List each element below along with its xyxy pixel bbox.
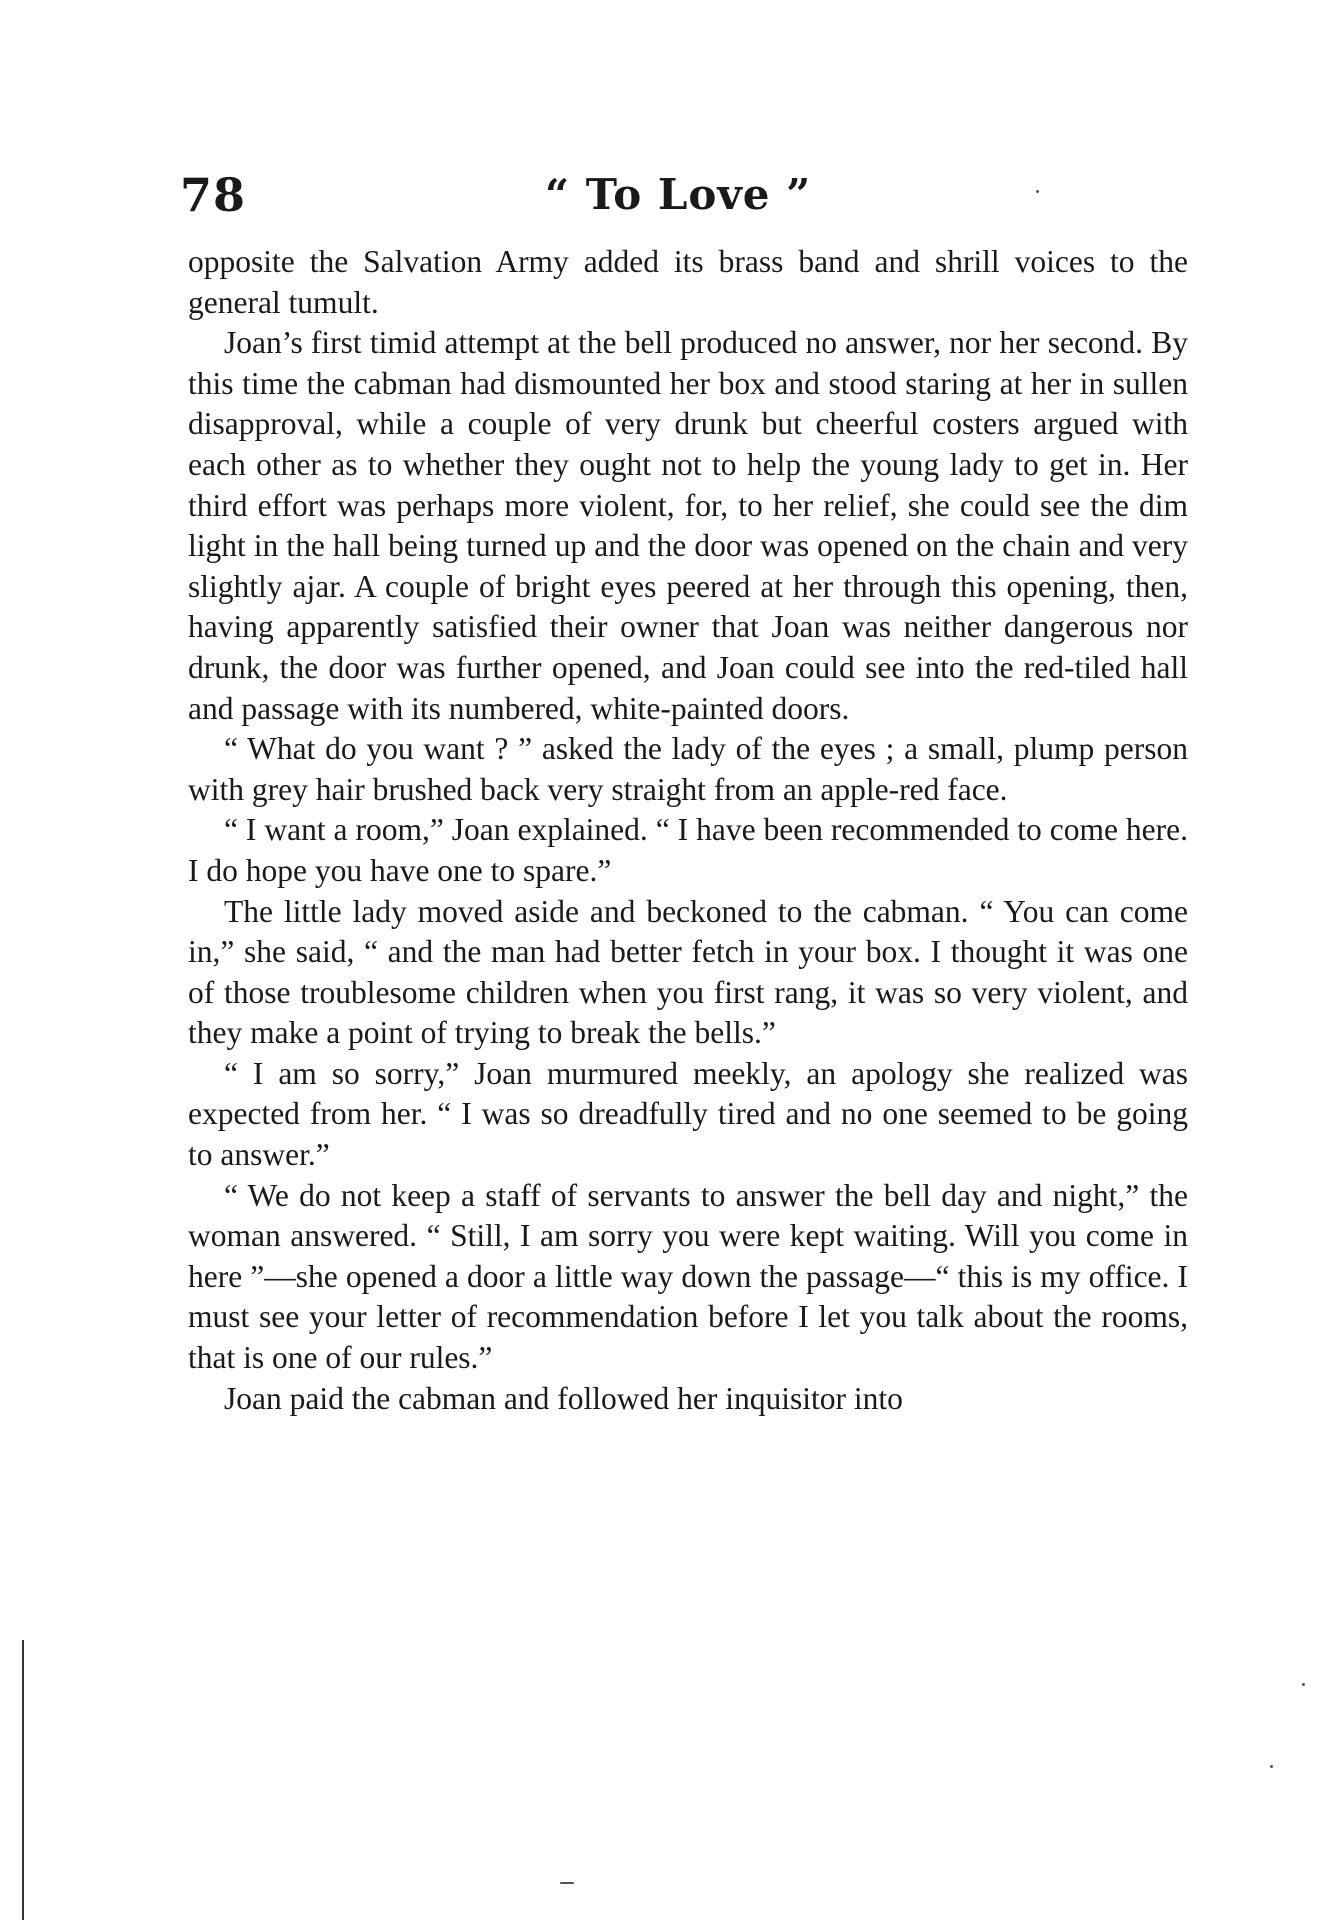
paragraph: Joan’s first timid attempt at the bell produced no answer, nor her second. By this time the cabman had dismounted her box and stood staring at her in sullen disapproval, while a couple of very drunk but cheerful costers argued with each other as to whether they ought not to help the young lady to get in. Her third effort was perhaps more violent, for, to her relief, she could see the dim light in the hall being turned up and the door was opened on the chain and very slightly ajar. A couple of bright eyes peered at her through this opening, then, having apparently satisfied their owner that Joan was neither dangerous nor drunk, the door was further opened, and Joan could see into the red-tiled hall and passage with its numbered, white-painted doors.: [188, 325, 1188, 726]
paragraph: “ I am so sorry,” Joan murmured meekly, an apology she realized was expected from her. “ I was so dreadfully tired and no one seemed to be going to answer.”: [188, 1055, 1188, 1173]
scan-speck: [1270, 1765, 1273, 1768]
paragraph-continuation: opposite the Salvation Army added its brass band and shrill voices to the general tumult.: [188, 244, 1188, 320]
page-header: [180, 165, 1190, 225]
paragraph: “ What do you want ? ” asked the lady of the eyes ; a small, plump person with grey hair brushed back very straight from an apple-red face.: [188, 731, 1188, 807]
paragraph: “ I want a room,” Joan explained. “ I have been recommended to come here. I do hope you have one to spare.”: [188, 812, 1188, 888]
page-number: 78: [180, 168, 247, 222]
scan-speck: [1036, 190, 1039, 193]
scan-speck: [1302, 1683, 1305, 1686]
scan-speck: [560, 1882, 574, 1884]
paragraph: The little lady moved aside and beckoned to the cabman. “ You can come in,” she said, “ and the man had better fetch in your box. I thought it was one of those troublesome children when you first rang, it was so very violent, and they make a point of trying to break the bells.”: [188, 893, 1188, 1051]
running-title: “ To Love ”: [545, 170, 812, 219]
paragraph: Joan paid the cabman and followed her inquisitor into: [224, 1380, 903, 1416]
paragraph: “ We do not keep a staff of servants to answer the bell day and night,” the woman answered. “ Still, I am sorry you were kept waiting. Will you come in here ”—she opened a door a little way down the passage—“ this is my office. I must see your letter of recommendation before I let you talk about the rooms, that is one of our rules.”: [188, 1177, 1188, 1376]
body-text: [188, 242, 1188, 1419]
scan-margin-line: [22, 1640, 24, 1920]
